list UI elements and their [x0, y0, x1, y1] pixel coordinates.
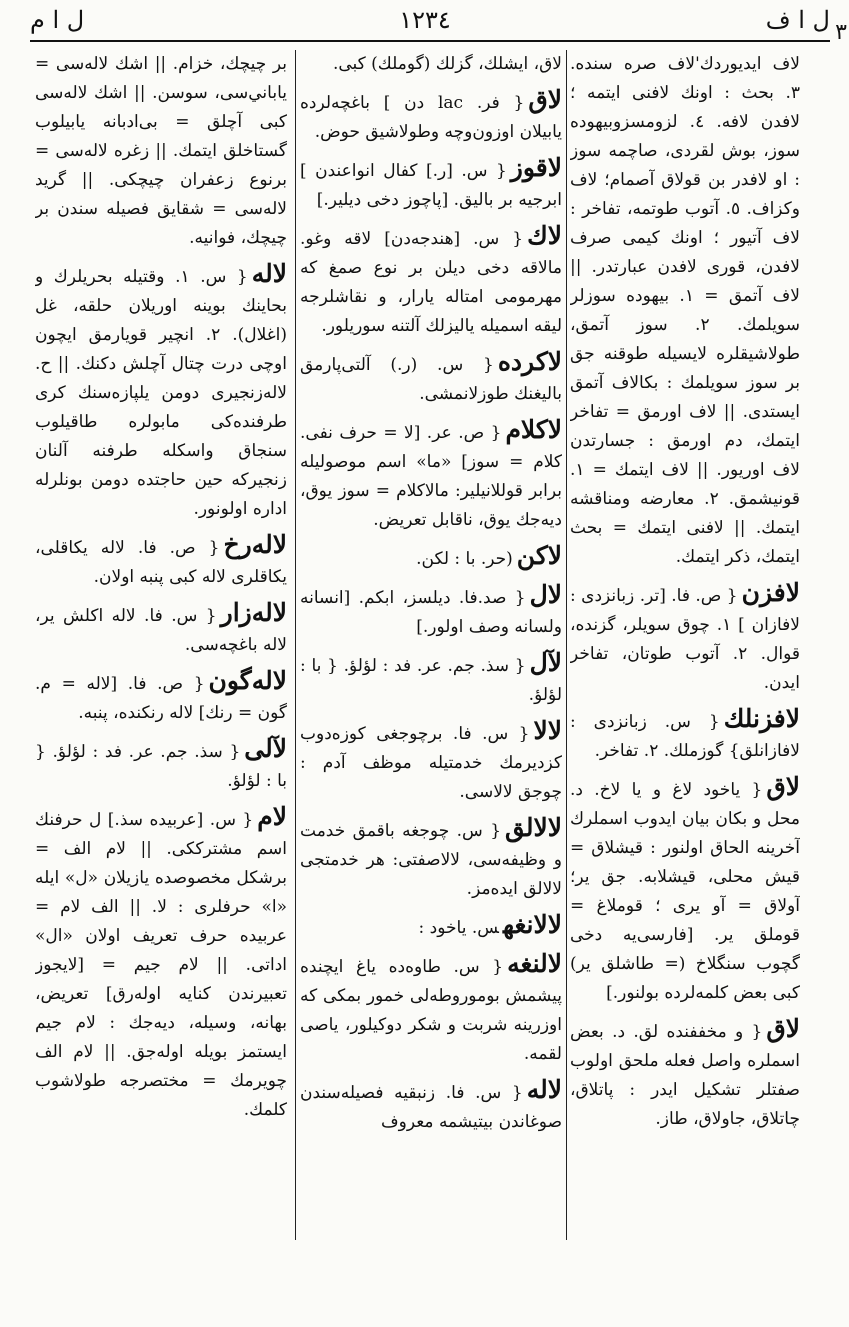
column-right [570, 50, 800, 1250]
dictionary-entry [570, 1014, 800, 1134]
entry-definition: { س. فا. زنبقيه فصيله‌سندن صوغاندن بيتيشمه معروف [300, 1083, 562, 1132]
dictionary-entry [35, 734, 287, 796]
dictionary-entry [300, 541, 562, 574]
dictionary-entry [35, 50, 287, 253]
entry-definition: { س. (ر.) آلتى‌پارمق باليغنك طوزلانمشى. [300, 355, 562, 404]
entry-headword: لاق [528, 85, 562, 114]
entry-definition: { س. زبانزدى : لافازانلق} گوزملك. ٢. تفاخر. [570, 712, 800, 761]
entry-definition: { س. فا. برچوجغى كوزه‌دوب كزديرمك خدمتيله موظف آدم : چوجق لالاسى. [300, 724, 562, 802]
entry-headword: لاكرده [497, 347, 562, 376]
entry-definition: (حر. با : لكن. [416, 549, 513, 569]
entry-headword: لالا [533, 716, 562, 745]
header-left-range: ل ا م [30, 6, 85, 34]
dictionary-entry [300, 648, 562, 710]
column-divider [295, 50, 296, 1240]
dictionary-entry [300, 949, 562, 1069]
header-right-range: ل ا ف [765, 6, 830, 34]
entry-definition: بر چيچك، خزام. || اشك لاله‌سى = ياباني‌سى، سوسن. || اشك لاله‌سى كبى آچلق = بى‌ادبانه يابيلوب گستاخلق ايتمك. || زغره لاله‌سى = برنوع زعفران چيچكى. || گريد لاله‌سى = شقايق فصيله سندن بر چيچك، فوانيه. [35, 54, 287, 248]
entry-definition: { سذ. جم. عر. فد : لؤلؤ. { با : لؤلؤ. [35, 742, 287, 791]
entry-headword: لافزنلك [723, 704, 800, 733]
dictionary-entry [300, 347, 562, 409]
dictionary-entry [300, 716, 562, 807]
entry-definition: لاق، ايشلك، گزلك (گوملك) كبى. [332, 54, 562, 74]
entry-definition: { و مخففنده لق. د. بعض اسملره واصل فعله ملحق اولوب صفتلر تشكيل ايدر : پاتلاق، چاتلاق، جاولاق، طاز. [570, 1022, 800, 1129]
entry-headword: لال [529, 580, 562, 609]
entry-headword: لاكن [516, 541, 562, 570]
entry-headword: لاله [526, 1075, 562, 1104]
entry-headword: لآل [529, 648, 562, 677]
page-header [30, 4, 830, 36]
dictionary-entry [300, 813, 562, 904]
entry-definition: { س. [عربيده سذ.] ل حرفنك اسم مشترككى. || لام الف = برشكل مخصوصده يازيلان «ل» ايله «ا» حرفلرى : لا. || الف لام = عربيده حرف تعريف اولان «ال» اداتى. || لام جيم = [لايجوز تعبيرندن كنايه اوله‌رق] تعريض، بهانه، وسيله، ديه‌جك : لام جيم ايستمز بويله اوله‌جق. || لام الف چويرمك = مختصرجه طولاشوب كلمك. [35, 810, 287, 1120]
entry-definition: { ص. فا. [لاله = م. گون = رنك] لاله رنكنده، پنبه. [35, 674, 287, 723]
dictionary-entry [300, 415, 562, 535]
entry-headword: لافزن [741, 578, 800, 607]
dictionary-entry [35, 259, 287, 524]
dictionary-entry [300, 85, 562, 147]
entry-definition: { سذ. جم. عر. فد : لؤلؤ. { با : لؤلؤ. [300, 656, 562, 705]
dictionary-entry [35, 802, 287, 1125]
entry-headword: لالنغه [507, 949, 562, 978]
entry-headword: لالانغه [502, 910, 562, 939]
dictionary-entry [35, 530, 287, 592]
dictionary-entry [300, 221, 562, 341]
dictionary-entry [300, 1075, 562, 1137]
dictionary-entry [570, 704, 800, 766]
column-divider [566, 50, 567, 1240]
dictionary-entry [300, 580, 562, 642]
entry-definition: { س. [ر.] كفال انواعندن ] ابرجيه بر باليق. [پاچوز دخى ديلير.] [300, 161, 562, 210]
entry-definition: { ص. فا. لاله يكاقلى، يكاقلرى لاله كبى پنبه اولان. [35, 538, 287, 587]
entry-headword: لاق [766, 1014, 800, 1043]
entry-headword: لاله [251, 259, 287, 288]
entry-definition: { س. چوجغه باقمق خدمت و وظيفه‌سى، لالاصفتى: هر خدمتجى لالالق ايده‌مز. [300, 821, 562, 899]
entry-headword: لاله‌رخ [223, 530, 287, 559]
entry-definition: { س. طاوه‌ده ياغ ايچنده پيشمش بوموروطه‌لى خمور بمكى كه اوزرينه شربت و شكر دوكيلور، ياصى لقمه. [300, 957, 562, 1064]
entry-headword: لاله‌گون [208, 666, 287, 695]
dictionary-entry [35, 598, 287, 660]
dictionary-entry [300, 50, 562, 79]
entry-definition: لاف ايديوردك'لاف صره سنده. ٣. بحث : اونك لافنى ايتمه ؛ لافدن لافه. ٤. لزومسزوبيهوده سوز، بوش لقردى، صاچمه سوز : او لافدر بن قولاق آصمام؛ لاف وكزاف. ٥. آتوب طوتمه، تفاخر : لاف آتيور ؛ اونك كيمى صرف لافدن، قورى لافدن عبارتدر. || لاف آتمق = ١. بيهوده سوزلر سويلمك. ٢. سوز آتمق، طولاشيقلره لايسيله طوقنه جق بر سوز سويلمك : بكالاف آتمق ايستدى. || لاف اورمق = تفاخر ايتمك، دم اورمق : جسارتدن لاف اوريور. || لاف ايتمك = ١. قونيشمق. ٢. معارضه ومناقشه ايتمك. || لافنى ايتمك = بحث ايتمك، ذكر ايتمك. [570, 54, 800, 567]
header-rule [30, 40, 830, 42]
entry-definition: { س. [هندجه‌دن] لاقه وغو. مالاقه دخى ديلن بر نوع صمغ كه مهرمومى امتاله يارار، و نقاشلرجه ليقه اسميله ياليزلك آلتنه سوريلور. [300, 229, 562, 336]
dictionary-entry [300, 910, 562, 943]
entry-definition: { ص. عر. [لا = حرف نفى. كلام = سوز] «ما» اسم موصوليله برابر قوللانيلير: مالاكلام = سوز يوق، ديه‌جك يوق، ناقابل تعريض. [300, 423, 562, 530]
entry-definition: { ياخود لاغ و يا لاخ. د. محل و بكان بيان ايدوب اسملرك آخرينه الحاق اولنور : قيشلاق = قيش محلى، قيشلابه. جق ير؛ آولاق = آو يرى ؛ قوملاغ = قوملق ير. [فارسى‌يه دخى گچوب سنگلاخ (= طاشلق ير) كبى بعض كلمه‌لرده بولنور.] [570, 780, 800, 1003]
entry-headword: لاك [527, 221, 562, 250]
entry-headword: لاله‌زار [220, 598, 287, 627]
column-middle [300, 50, 562, 1250]
entry-definition: { س. فا. لاله اكلش ير، لاله باغچه‌سى. [35, 606, 287, 655]
page-edge-mark: ٣ [835, 20, 847, 45]
entry-headword: لاق [766, 772, 800, 801]
entry-definition: س. ياخود : [418, 918, 499, 938]
dictionary-entry [35, 666, 287, 728]
dictionary-entry [570, 772, 800, 1008]
entry-headword: لام [257, 802, 287, 831]
entry-headword: لالالق [505, 813, 562, 842]
entry-headword: لاقوز [510, 153, 562, 182]
dictionary-entry [300, 153, 562, 215]
page-number: ١٢٣٤ [399, 6, 451, 34]
column-left [35, 50, 287, 1250]
dictionary-entry [570, 578, 800, 698]
entry-definition: { فر. lac دن ] باغچه‌لرده يابيلان اوزون‌وچه وطولاشيق حوض. [300, 93, 562, 142]
dictionary-entry [570, 50, 800, 572]
entry-headword: لاكلام [505, 415, 562, 444]
entry-headword: لآلى [244, 734, 287, 763]
entry-definition: { ص. فا. [تر. زبانزدى : لافازان ] ١. چوق سويلر، گزنده، قوال. ٢. آتوب طوتان، تفاخر ايدن. [570, 586, 800, 693]
entry-definition: { صد.فا. ديلسز، ابكم. [انسانه ولسانه وصف اولور.] [300, 588, 562, 637]
entry-definition: { س. ١. وقتيله بحريلرك و بحاينك بوينه اوريلان حلقه، غل (اغلال). ٢. انچير قويارمق ايچون اوچى درت چتال آچلش دكنك. || ح. لاله‌زنجيرى دومن يلپازه‌سنك كرى طرفنده‌كى مابولره طاقيلوب سنجاق واسكله طرفنه آلنان زنجيركه حين حاجتده دومن بونلرله اداره اولونور. [35, 267, 287, 519]
